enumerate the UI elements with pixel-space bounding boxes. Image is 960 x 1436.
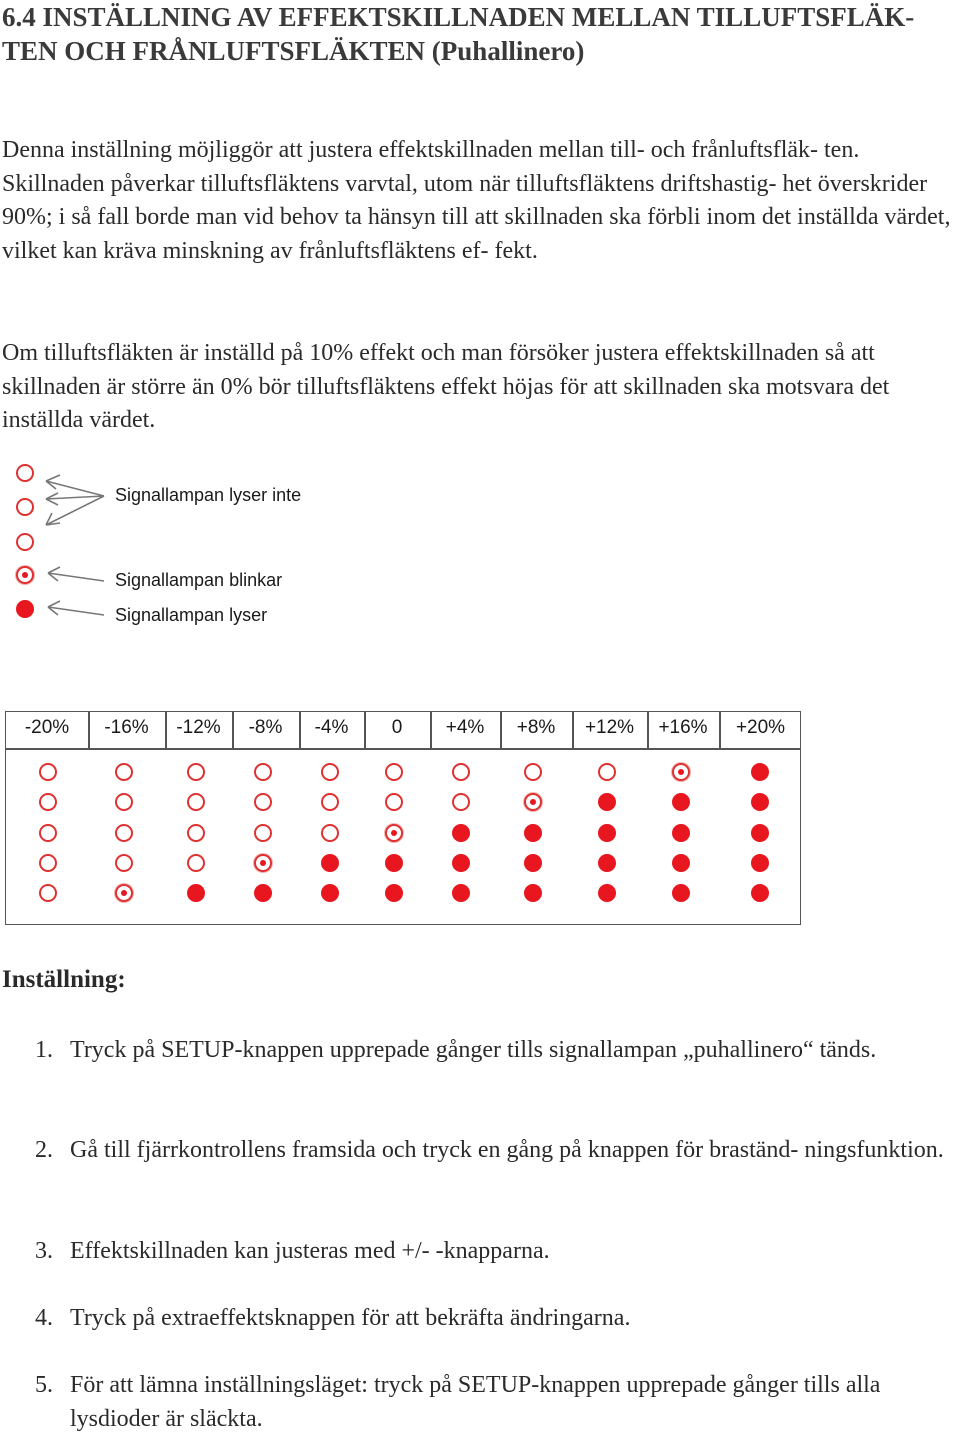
lamp-blink-icon bbox=[672, 763, 690, 781]
lamp-off-icon bbox=[187, 854, 205, 872]
lamp-off-icon bbox=[39, 884, 57, 902]
lamp-off-icon bbox=[452, 793, 470, 811]
arrow-icon bbox=[48, 601, 104, 615]
step-text: Tryck på extraeffektsknappen för att bekräfta ändringarna. bbox=[70, 1305, 631, 1331]
lamp-off-icon bbox=[187, 824, 205, 842]
lamp-legend bbox=[0, 455, 400, 635]
step-text: Effektskillnaden kan justeras med +/- -knapparna. bbox=[70, 1238, 550, 1264]
column-divider bbox=[647, 712, 649, 748]
lamp-off-icon bbox=[39, 824, 57, 842]
step-number: 1. bbox=[35, 1037, 53, 1063]
lamp-off-icon bbox=[321, 793, 339, 811]
step-text: För att lämna inställningsläget: tryck på SETUP-knappen upprepade gånger tills alla lysdioder är släckta. bbox=[70, 1372, 881, 1432]
lamp-off-icon bbox=[385, 793, 403, 811]
lamp-on-icon bbox=[672, 854, 690, 872]
section-title-line1: 6.4 INSTÄLLNING AV EFFEKTSKILLNADEN MELLAN TILLUFTSFLÄK- bbox=[2, 2, 915, 32]
lamp-off-icon bbox=[524, 763, 542, 781]
table-header-row bbox=[6, 712, 800, 748]
step-number: 3. bbox=[35, 1238, 53, 1264]
lamp-off-icon bbox=[254, 824, 272, 842]
lamp-on-icon bbox=[672, 884, 690, 902]
section-title bbox=[2, 0, 952, 68]
column-divider bbox=[299, 712, 301, 748]
column-header: 0 bbox=[391, 717, 403, 738]
legend-blink-label: Signallampan blinkar bbox=[115, 570, 283, 590]
lamp-off-icon bbox=[115, 793, 133, 811]
column-divider bbox=[719, 712, 721, 748]
lamp-off-icon bbox=[187, 763, 205, 781]
lamp-blink-icon bbox=[385, 824, 403, 842]
lamp-on-icon bbox=[385, 884, 403, 902]
lamp-on-icon bbox=[524, 884, 542, 902]
lamp-on-icon bbox=[524, 824, 542, 842]
lamp-table bbox=[5, 711, 801, 925]
lamp-on-icon bbox=[187, 884, 205, 902]
lamp-off-icon bbox=[254, 763, 272, 781]
column-header: +12% bbox=[584, 717, 635, 738]
lamp-off-icon bbox=[452, 763, 470, 781]
intro-paragraph: Denna inställning möjliggör att justera effektskillnaden mellan till- och frånluftsfläk- ten. Skillnaden påverkar tilluftsfläktens varvtal, utom när tilluftsfläktens driftshastig- het överskrider 90%; i så fall borde man vid behov ta hänsyn till att skillnaden ska förbli inom det inställda värdet, vilket kan kräva minskning av frånluftsfläktens ef- fekt. bbox=[2, 137, 951, 264]
lamp-on-icon bbox=[751, 854, 769, 872]
lamp-off-icon bbox=[321, 763, 339, 781]
section-title-line2: TEN OCH FRÅNLUFTSFLÄKTEN (Puhallinero) bbox=[2, 36, 585, 66]
lamp-off-icon bbox=[115, 763, 133, 781]
example-paragraph: Om tilluftsfläkten är inställd på 10% effekt och man försöker justera effektskillnaden så att skillnaden är större än 0% bör tilluftsfläktens effekt höjas för att skillnaden ska motsvara det inställda värdet. bbox=[2, 340, 890, 433]
column-header: -12% bbox=[176, 717, 221, 738]
column-divider bbox=[572, 712, 574, 748]
step-number: 2. bbox=[35, 1137, 53, 1163]
table-header-divider bbox=[6, 748, 800, 750]
column-header: +4% bbox=[445, 717, 485, 738]
arrow-icon bbox=[46, 493, 104, 505]
lamp-on-icon bbox=[452, 854, 470, 872]
arrow-icon bbox=[48, 567, 104, 581]
column-header: -8% bbox=[248, 717, 283, 738]
column-header: +8% bbox=[516, 717, 556, 738]
step-number: 4. bbox=[35, 1305, 53, 1331]
step-number: 5. bbox=[35, 1372, 53, 1398]
lamp-blink-icon bbox=[254, 854, 272, 872]
lamp-on-icon bbox=[452, 884, 470, 902]
legend-on-label: Signallampan lyser bbox=[115, 605, 268, 625]
lamp-off-icon bbox=[598, 763, 616, 781]
setup-heading: Inställning: bbox=[2, 966, 126, 993]
column-divider bbox=[88, 712, 90, 748]
lamp-on-icon bbox=[321, 854, 339, 872]
lamp-blink-icon bbox=[524, 793, 542, 811]
lamp-off-icon bbox=[39, 854, 57, 872]
lamp-on-icon bbox=[254, 884, 272, 902]
column-header: +20% bbox=[735, 717, 786, 738]
legend-off-label: Signallampan lyser inte bbox=[115, 485, 302, 505]
lamp-off-icon bbox=[115, 824, 133, 842]
column-divider bbox=[165, 712, 167, 748]
lamp-on-icon bbox=[598, 824, 616, 842]
lamp-blink-icon bbox=[115, 884, 133, 902]
legend-arrows bbox=[0, 455, 110, 635]
lamp-on-icon bbox=[751, 793, 769, 811]
lamp-off-icon bbox=[115, 854, 133, 872]
column-divider bbox=[430, 712, 432, 748]
lamp-on-icon bbox=[751, 884, 769, 902]
lamp-on-icon bbox=[524, 854, 542, 872]
lamp-on-icon bbox=[598, 884, 616, 902]
lamp-off-icon bbox=[321, 824, 339, 842]
step-text: Gå till fjärrkontrollens framsida och tryck en gång på knappen för braständ- ningsfunktion. bbox=[70, 1137, 944, 1163]
lamp-off-icon bbox=[39, 763, 57, 781]
lamp-on-icon bbox=[321, 884, 339, 902]
lamp-on-icon bbox=[751, 763, 769, 781]
lamp-off-icon bbox=[39, 793, 57, 811]
lamp-off-icon bbox=[254, 793, 272, 811]
lamp-on-icon bbox=[385, 854, 403, 872]
step-text: Tryck på SETUP-knappen upprepade gånger tills signallampan „puhallinero“ tänds. bbox=[70, 1037, 877, 1063]
column-divider bbox=[500, 712, 502, 748]
lamp-on-icon bbox=[598, 793, 616, 811]
lamp-on-icon bbox=[672, 824, 690, 842]
column-header: -4% bbox=[314, 717, 349, 738]
column-header: -20% bbox=[24, 717, 70, 738]
lamp-off-icon bbox=[187, 793, 205, 811]
lamp-off-icon bbox=[385, 763, 403, 781]
lamp-on-icon bbox=[598, 854, 616, 872]
column-divider bbox=[364, 712, 366, 748]
arrow-icon bbox=[46, 475, 104, 496]
arrow-icon bbox=[46, 496, 104, 525]
lamp-on-icon bbox=[751, 824, 769, 842]
lamp-on-icon bbox=[452, 824, 470, 842]
lamp-on-icon bbox=[672, 793, 690, 811]
column-divider bbox=[232, 712, 234, 748]
column-header: -16% bbox=[104, 717, 149, 738]
column-header: +16% bbox=[658, 717, 708, 738]
